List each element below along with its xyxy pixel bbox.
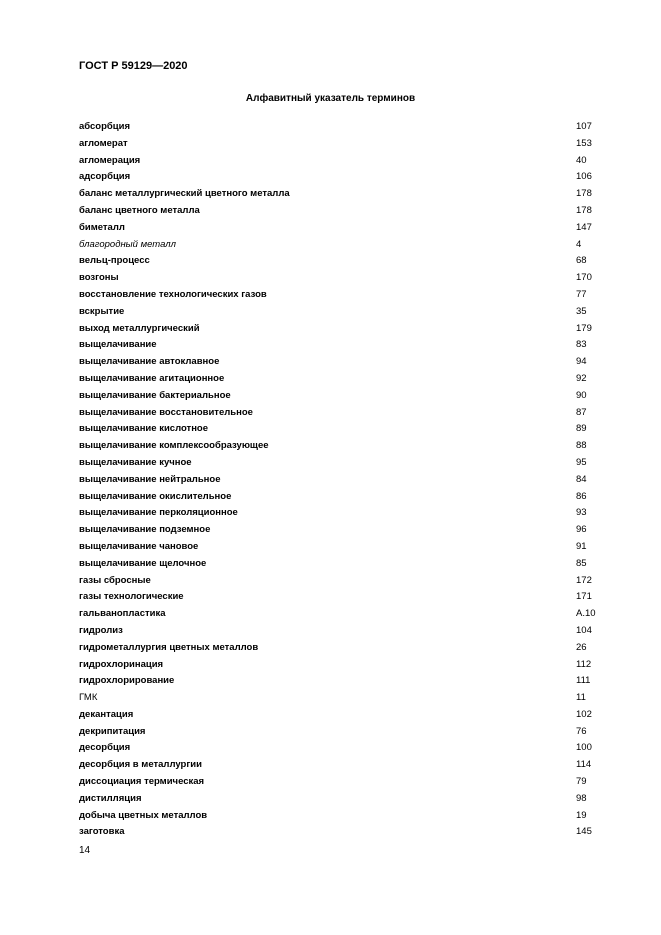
index-reference: 170 (576, 272, 592, 284)
index-entry (79, 169, 609, 186)
index-term: гидрохлорирование (79, 675, 175, 687)
index-reference: 90 (576, 389, 587, 401)
index-term: выщелачивание восстановительное (79, 406, 253, 418)
index-reference: 95 (576, 456, 587, 468)
index-entry (79, 808, 609, 825)
index-term: благородный металл (79, 238, 176, 250)
index-term: выщелачивание чановое (79, 540, 199, 552)
index-entry (79, 354, 609, 371)
index-reference: 96 (576, 524, 587, 536)
index-term: выщелачивание бактериальное (79, 389, 231, 401)
index-entry (79, 371, 609, 388)
index-entry (79, 824, 609, 841)
index-entry (79, 489, 609, 506)
index-entry (79, 388, 609, 405)
index-term: диссоциация термическая (79, 776, 205, 788)
index-entry (79, 136, 609, 153)
index-reference: 40 (576, 154, 587, 166)
index-entry (79, 237, 609, 254)
index-term: агломерация (79, 154, 141, 166)
index-reference: 79 (576, 776, 587, 788)
index-term: адсорбция (79, 171, 131, 183)
index-entry (79, 623, 609, 640)
index-entry (79, 186, 609, 203)
index-term: гидролиз (79, 624, 123, 636)
index-reference: 111 (576, 675, 591, 687)
index-reference: 94 (576, 356, 587, 368)
index-reference: 171 (576, 591, 592, 603)
index-entry (79, 740, 609, 757)
index-entry (79, 287, 609, 304)
index-entry (79, 573, 609, 590)
index-entry (79, 589, 609, 606)
index-entry (79, 405, 609, 422)
index-term: выход металлургический (79, 322, 200, 334)
index-reference: 112 (576, 658, 592, 670)
index-term: гидрохлоринация (79, 658, 164, 670)
index-term: баланс металлургический цветного металла (79, 188, 290, 200)
index-term: выщелачивание окислительное (79, 490, 232, 502)
index-term: выщелачивание нейтральное (79, 473, 221, 485)
index-term: выщелачивание автоклавное (79, 356, 220, 368)
index-reference: 93 (576, 507, 587, 519)
index-term: дистилляция (79, 792, 142, 804)
index-entry (79, 119, 609, 136)
index-reference: 100 (576, 742, 592, 754)
index-reference: 11 (576, 692, 586, 704)
index-reference: 68 (576, 255, 587, 267)
index-term: вельц-процесс (79, 255, 150, 267)
index-reference: 172 (576, 574, 592, 586)
index-term: абсорбция (79, 121, 131, 132)
index-entry (79, 203, 609, 220)
index-reference: 83 (576, 339, 587, 351)
index-term: выщелачивание (79, 339, 157, 351)
index-entry (79, 304, 609, 321)
index-reference: 87 (576, 406, 587, 418)
index-term: декантация (79, 708, 134, 720)
index-reference: А.10 (576, 608, 596, 620)
index-term: ГМК (79, 692, 98, 704)
index-entry (79, 724, 609, 741)
index-reference: 76 (576, 725, 587, 737)
index-term: декрипитация (79, 725, 146, 737)
index-entry (79, 505, 609, 522)
index-entry (79, 438, 609, 455)
index-reference: 4 (576, 238, 582, 250)
index-entry (79, 606, 609, 623)
index-entry (79, 791, 609, 808)
index-term: газы технологические (79, 591, 184, 603)
index-term: гидрометаллургия цветных металлов (79, 641, 259, 653)
index-reference: 179 (576, 322, 592, 334)
index-reference: 35 (576, 305, 587, 317)
index-reference: 104 (576, 624, 592, 636)
index-entry (79, 220, 609, 237)
index-term: баланс цветного металла (79, 204, 200, 216)
index-reference: 92 (576, 372, 587, 384)
index-entry (79, 657, 609, 674)
index-reference: 86 (576, 490, 587, 502)
index-entry (79, 253, 609, 270)
index-entry (79, 690, 609, 707)
index-term: биметалл (79, 221, 125, 233)
index-reference: 145 (576, 826, 592, 838)
index-reference: 89 (576, 423, 587, 435)
index-term: газы сбросные (79, 574, 151, 586)
index-entry (79, 757, 609, 774)
index-reference: 114 (576, 759, 592, 771)
index-entry (79, 556, 609, 573)
index-term: выщелачивание кислотное (79, 423, 209, 435)
index-term: добыча цветных металлов (79, 809, 208, 821)
index-entry (79, 337, 609, 354)
index-reference: 147 (576, 221, 592, 233)
index-term: выщелачивание подземное (79, 524, 211, 536)
index-entry (79, 153, 609, 170)
index-entry (79, 455, 609, 472)
index-term: выщелачивание кучное (79, 456, 192, 468)
page-number: 14 (79, 845, 91, 856)
index-reference: 102 (576, 708, 592, 720)
index-reference: 26 (576, 641, 587, 653)
index-term: возгоны (79, 272, 119, 284)
index-title: Алфавитный указатель терминов (245, 93, 416, 104)
index-term: выщелачивание агитационное (79, 372, 225, 384)
index-term: выщелачивание перколяционное (79, 507, 238, 519)
index-entry (79, 472, 609, 489)
index-reference: 85 (576, 557, 587, 569)
index-term: выщелачивание комплексообразующее (79, 440, 269, 452)
index-term: вскрытие (79, 305, 125, 317)
index-reference: 178 (576, 188, 592, 200)
document-standard-header: ГОСТ Р 59129—2020 (79, 60, 188, 72)
index-term: гальванопластика (79, 608, 166, 620)
index-reference: 91 (576, 540, 587, 552)
index-entry (79, 522, 609, 539)
index-entry (79, 270, 609, 287)
index-term: восстановление технологических газов (79, 288, 267, 300)
index-term: агломерат (79, 137, 128, 149)
index-entry (79, 321, 609, 338)
term-index-list (79, 119, 609, 841)
index-reference: 106 (576, 171, 592, 183)
index-term: заготовка (79, 826, 125, 838)
index-entry (79, 539, 609, 556)
index-entry (79, 421, 609, 438)
index-reference: 88 (576, 440, 587, 452)
index-term: выщелачивание щелочное (79, 557, 207, 569)
index-reference: 19 (576, 809, 587, 821)
index-reference: 77 (576, 288, 587, 300)
index-entry (79, 707, 609, 724)
index-entry (79, 640, 609, 657)
index-reference: 107 (576, 121, 592, 132)
index-entry (79, 673, 609, 690)
index-term: десорбция (79, 742, 131, 754)
index-reference: 98 (576, 792, 587, 804)
index-reference: 178 (576, 204, 592, 216)
index-term: десорбция в металлургии (79, 759, 202, 771)
index-reference: 153 (576, 137, 592, 149)
index-reference: 84 (576, 473, 587, 485)
index-entry (79, 774, 609, 791)
